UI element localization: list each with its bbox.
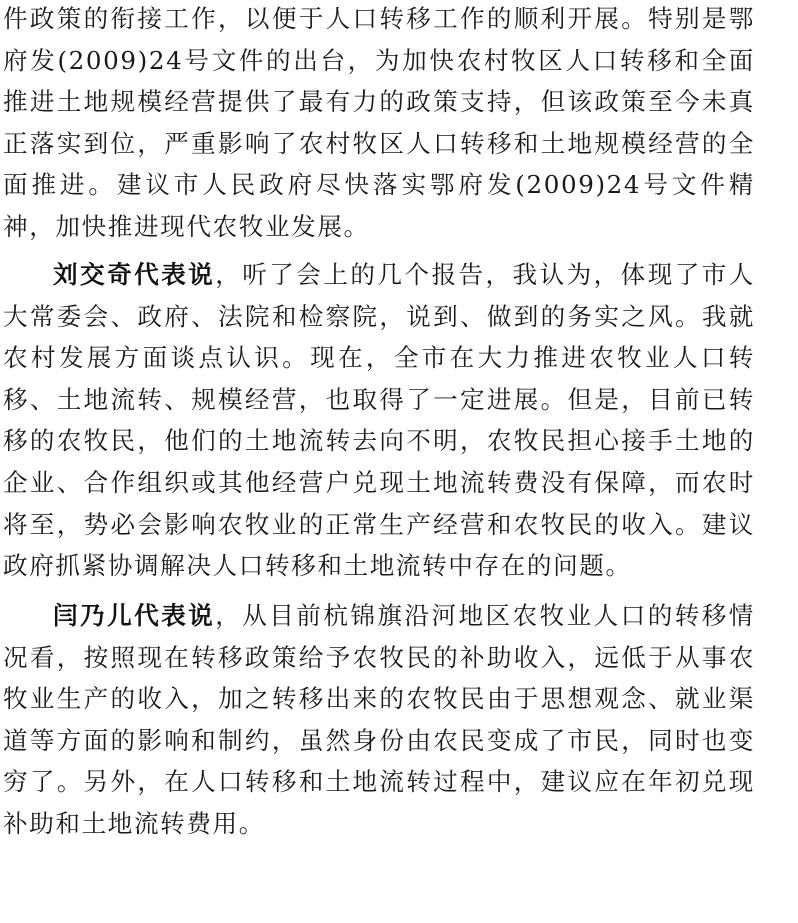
- paragraph-2-text: ，听了会上的几个报告，我认为，体现了市人大常委会、政府、法院和检察院，说到、做到的务实之风。我就农村发展方面谈点认识。现在，全市在大力推进农牧业人口转移、土地流转、规模经营，也取得了一定进展。但是，目前已转移的农牧民，他们的土地流转去向不明，农牧民担心接手土地的企业、合作组织或其他经营户兑现土地流转费没有保障，而农时将至，势必会影响农牧业的正常生产经营和农牧民的收入。建议政府抓紧协调解决人口转移和土地流转中存在的问题。: [3, 260, 755, 581]
- paragraph-3: [3, 595, 755, 845]
- speaker-name: 闫乃儿代表说: [53, 601, 216, 630]
- paragraph-1-text: 件政策的衔接工作，以便于人口转移工作的顺利开展。特别是鄂府发(2009)24号文件的出台，为加快农村牧区人口转移和全面推进土地规模经营提供了最有力的政策支持，但该政策至今未真正落实到位，严重影响了农村牧区人口转移和土地规模经营的全面推进。建议市人民政府尽快落实鄂府发(2009)24号文件精神，加快推进现代农牧业发展。: [3, 4, 755, 241]
- paragraph-3-text: ，从目前杭锦旗沿河地区农牧业人口的转移情况看，按照现在转移政策给予农牧民的补助收入，远低于从事农牧业生产的收入，加之转移出来的农牧民由于思想观念、就业渠道等方面的影响和制约，虽然身份由农民变成了市民，同时也变穷了。另外，在人口转移和土地流转过程中，建议应在年初兑现补助和土地流转费用。: [3, 601, 755, 838]
- speaker-name: 刘交奇代表说: [53, 260, 216, 289]
- paragraph-1: [3, 0, 755, 248]
- paragraph-2: [3, 254, 755, 587]
